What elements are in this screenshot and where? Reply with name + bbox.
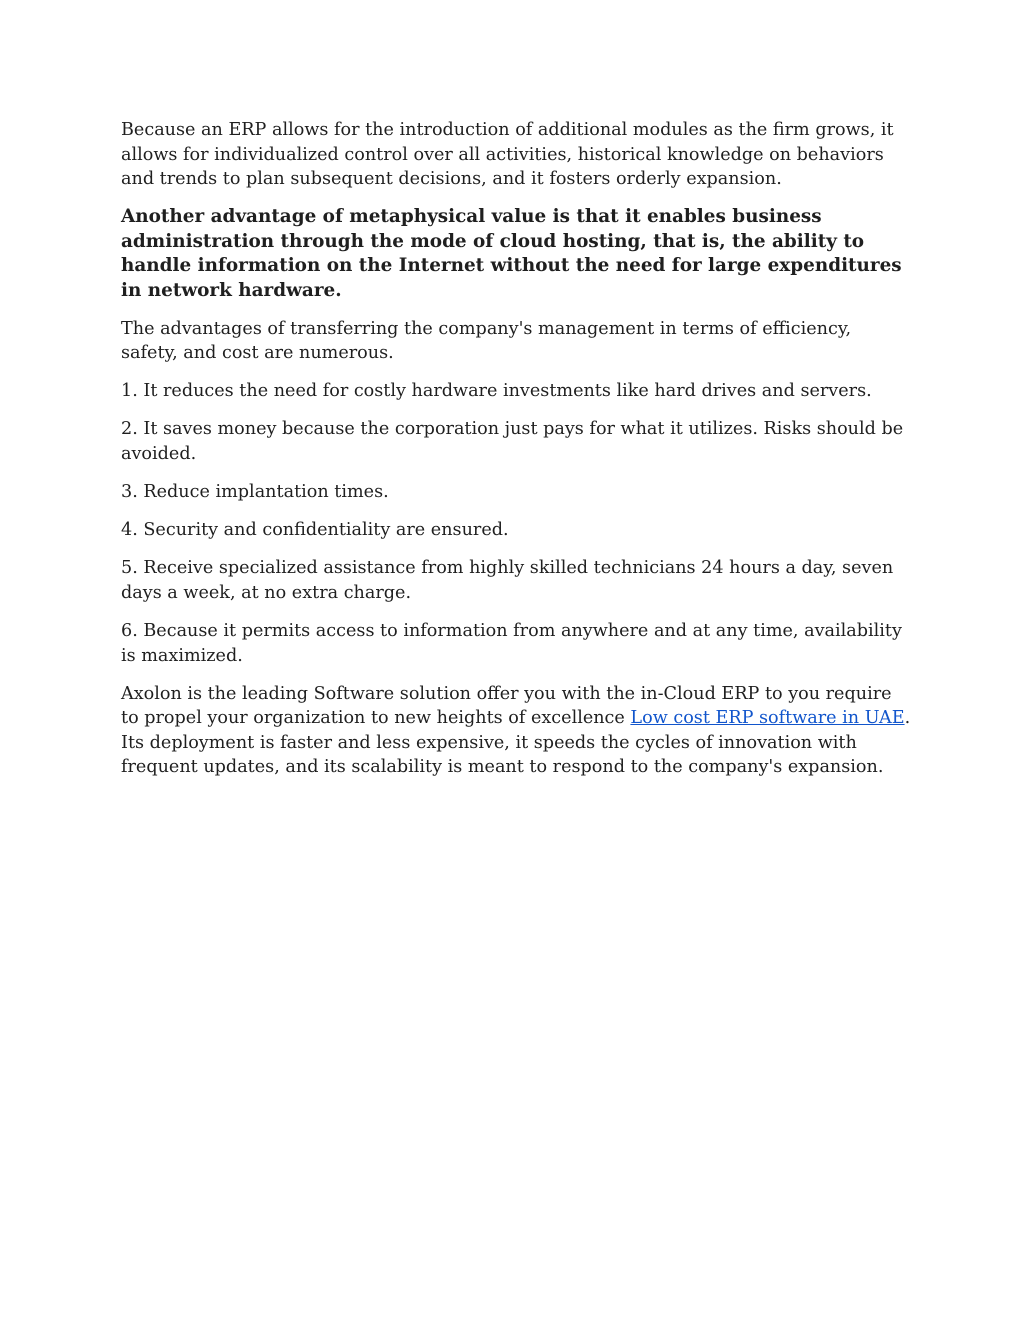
closing-paragraph bbox=[121, 682, 911, 780]
closing-text-before-link: Axolon is the leading Software solution offer you with the in-Cloud ERP to you require to propel your organization to new heights of excellence bbox=[121, 683, 892, 729]
list-item-1: 1. It reduces the need for costly hardware investments like hard drives and servers. bbox=[121, 381, 872, 402]
list-item-6: 6. Because it permits access to information from anywhere and at any time, availability is maximized. bbox=[121, 621, 902, 666]
cloud-hosting-paragraph: Another advantage of metaphysical value is that it enables business administration through the mode of cloud hosting, that is, the ability to handle information on the Internet without the need for large expenditures in network hardware. bbox=[121, 206, 902, 302]
closing-text-after-link: . Its deployment is faster and less expensive, it speeds the cycles of innovation with frequent updates, and its scalability is meant to respond to the company's expansion. bbox=[121, 708, 911, 778]
erp-software-link[interactable]: Low cost ERP software in UAE bbox=[630, 708, 905, 729]
list-item-2: 2. It saves money because the corporation just pays for what it utilizes. Risks should be avoided. bbox=[121, 419, 904, 465]
list-item-3: 3. Reduce implantation times. bbox=[121, 482, 389, 503]
list-item-4: 4. Security and confidentiality are ensured. bbox=[121, 520, 509, 541]
advantages-paragraph: The advantages of transferring the company's management in terms of efficiency, safety, and cost are numerous. bbox=[121, 318, 852, 364]
intro-paragraph: Because an ERP allows for the introduction of additional modules as the firm grows, it allows for individualized control over all activities, historical knowledge on behaviors and trends to plan subsequent decisions, and it fosters orderly expansion. bbox=[121, 120, 894, 190]
list-item-5: 5. Receive specialized assistance from highly skilled technicians 24 hours a day, seven days a week, at no extra charge. bbox=[121, 558, 894, 603]
document-page bbox=[121, 118, 911, 794]
